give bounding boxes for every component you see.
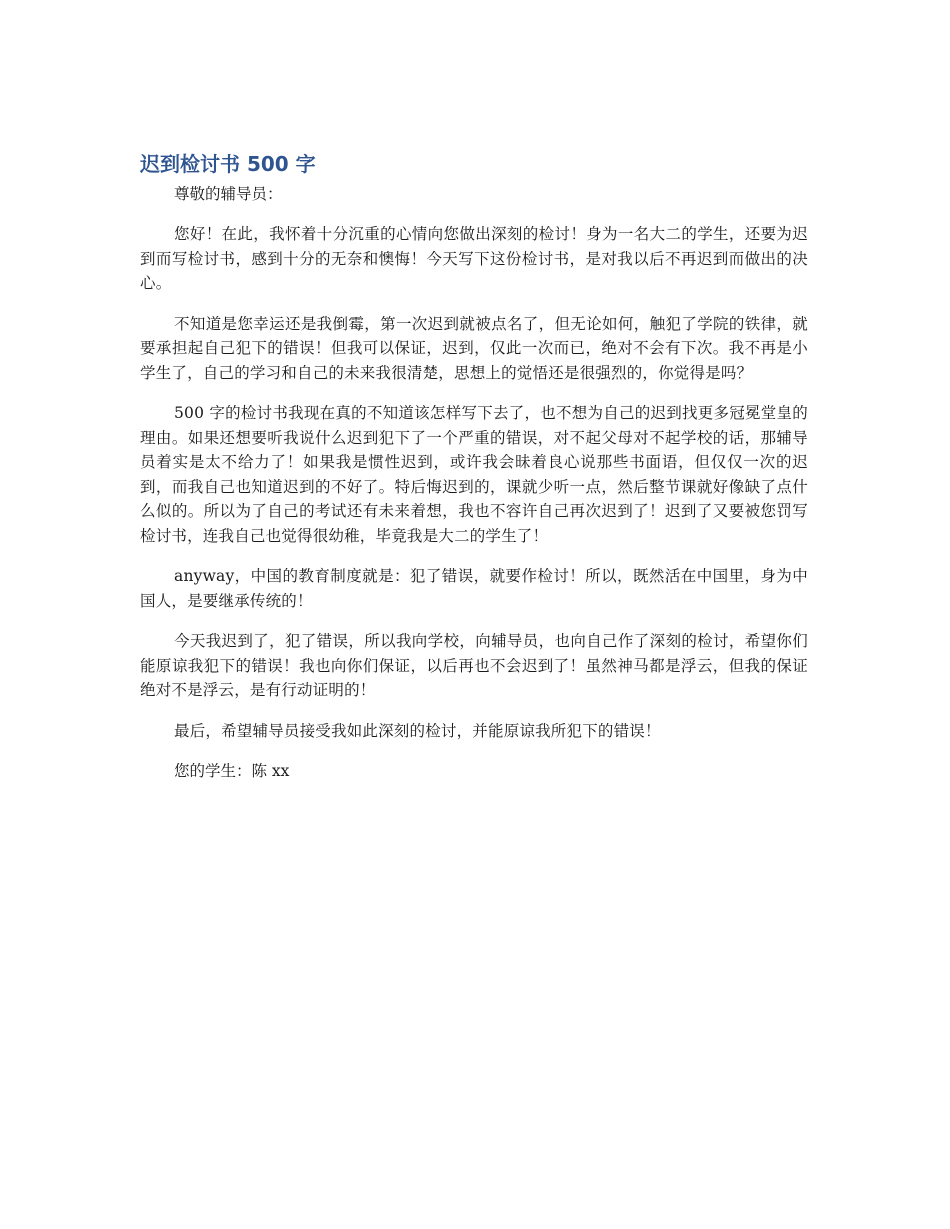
signature: 您的学生：陈 xx: [174, 762, 290, 780]
paragraph-anyway: anyway，中国的教育制度就是：犯了错误，就要作检讨！所以，既然活在中国里，身为中国人，是要继承传统的！: [140, 567, 808, 610]
document-title: 迟到检讨书 500 字: [140, 152, 316, 176]
salutation: 尊敬的辅导员：: [174, 185, 283, 203]
paragraph-greeting: 您好！在此，我怀着十分沉重的心情向您做出深刻的检讨！身为一名大二的学生，还要为迟到而写检讨书，感到十分的无奈和懊悔！今天写下这份检讨书，是对我以后不再迟到而做出的决心。: [140, 225, 808, 292]
paragraph-reflection: 500 字的检讨书我现在真的不知道该怎样写下去了，也不想为自己的迟到找更多冠冕堂皇的理由。如果还想要听我说什么迟到犯下了一个严重的错误，对不起父母对不起学校的话，那辅导员着实是太不给力了！如果我是惯性迟到，或许我会昧着良心说那些书面语，但仅仅一次的迟到，而我自己也知道迟到的不好了。特后悔迟到的，课就少听一点，然后整节课就好像缺了点什么似的。所以为了自己的考试还有未来着想，我也不容许自己再次迟到了！迟到了又要被您罚写检讨书，连我自己也觉得很幼稚，毕竟我是大二的学生了！: [140, 404, 808, 545]
paragraph-promise: 今天我迟到了，犯了错误，所以我向学校，向辅导员，也向自己作了深刻的检讨，希望你们能原谅我犯下的错误！我也向你们保证，以后再也不会迟到了！虽然神马都是浮云，但我的保证绝对不是浮云，是有行动证明的！: [140, 632, 808, 699]
paragraph-closing: 最后，希望辅导员接受我如此深刻的检讨，并能原谅我所犯下的错误！: [174, 721, 661, 740]
paragraph-apology: 不知道是您幸运还是我倒霉，第一次迟到就被点名了，但无论如何，触犯了学院的铁律，就要承担起自己犯下的错误！但我可以保证，迟到，仅此一次而已，绝对不会有下次。我不再是小学生了，自己的学习和自己的未来我很清楚，思想上的觉悟还是很强烈的，你觉得是吗？: [140, 314, 808, 382]
document-page: [140, 150, 808, 783]
